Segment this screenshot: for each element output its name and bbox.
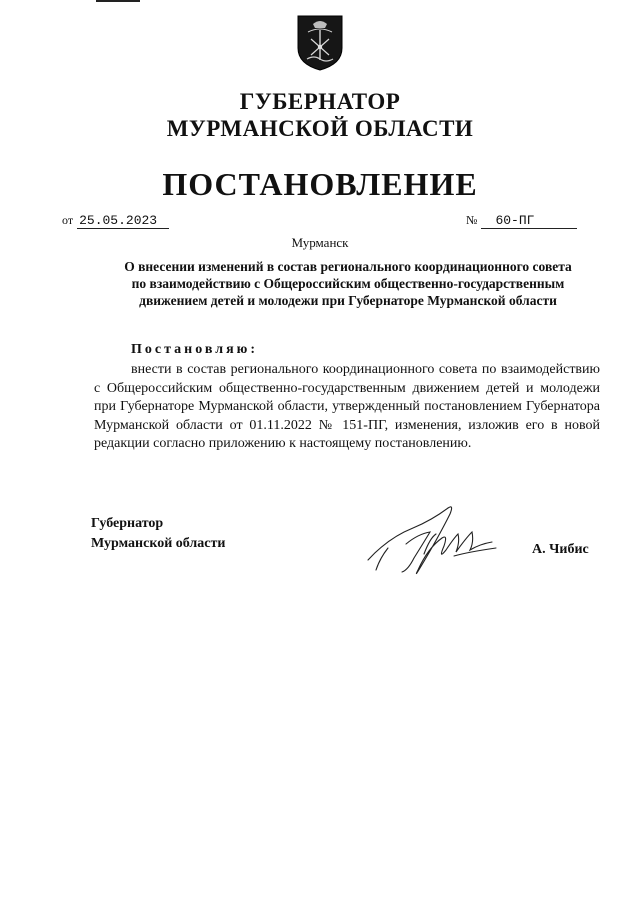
signer-title-line: Губернатор [91, 516, 164, 531]
resolve-heading: Постановляю: [131, 342, 259, 357]
city: Мурманск [291, 235, 349, 250]
date-prefix: от [62, 213, 74, 227]
body-paragraph: внести в состав регионального координационного совета по взаимодействию с Общероссийским общественно-государственным движением детей и молодежи при Губернаторе Мурманской области, утвержденный постановлением Губернатора Мурманской области от 01.11.2022 № 151-ПГ, изменения, изложив его в новой редакции согласно приложению к настоящему постановлению. [94, 362, 600, 451]
coat-of-arms-icon [296, 14, 344, 72]
signer-title-line: Мурманской области [91, 536, 226, 551]
handwritten-signature [358, 498, 508, 594]
authority-line-1: ГУБЕРНАТОР [239, 89, 401, 114]
signer-title [91, 514, 225, 554]
subject-line: О внесении изменений в состав регионального координационного совета [124, 259, 572, 274]
number-block [466, 213, 577, 229]
scan-mark [96, 0, 140, 2]
number-prefix: № [466, 213, 478, 227]
date-value: 25.05.2023 [77, 213, 169, 229]
document-type: ПОСТАНОВЛЕНИЕ [162, 166, 478, 202]
number-value: 60-ПГ [481, 213, 577, 229]
document-subject [94, 258, 602, 309]
subject-line: движением детей и молодежи при Губернаторе Мурманской области [139, 293, 557, 308]
subject-line: по взаимодействию с Общероссийским общественно-государственным [131, 276, 565, 291]
date-block [62, 213, 169, 229]
signer-name: А. Чибис [532, 542, 589, 557]
authority-line-2: МУРМАНСКОЙ ОБЛАСТИ [166, 116, 474, 141]
